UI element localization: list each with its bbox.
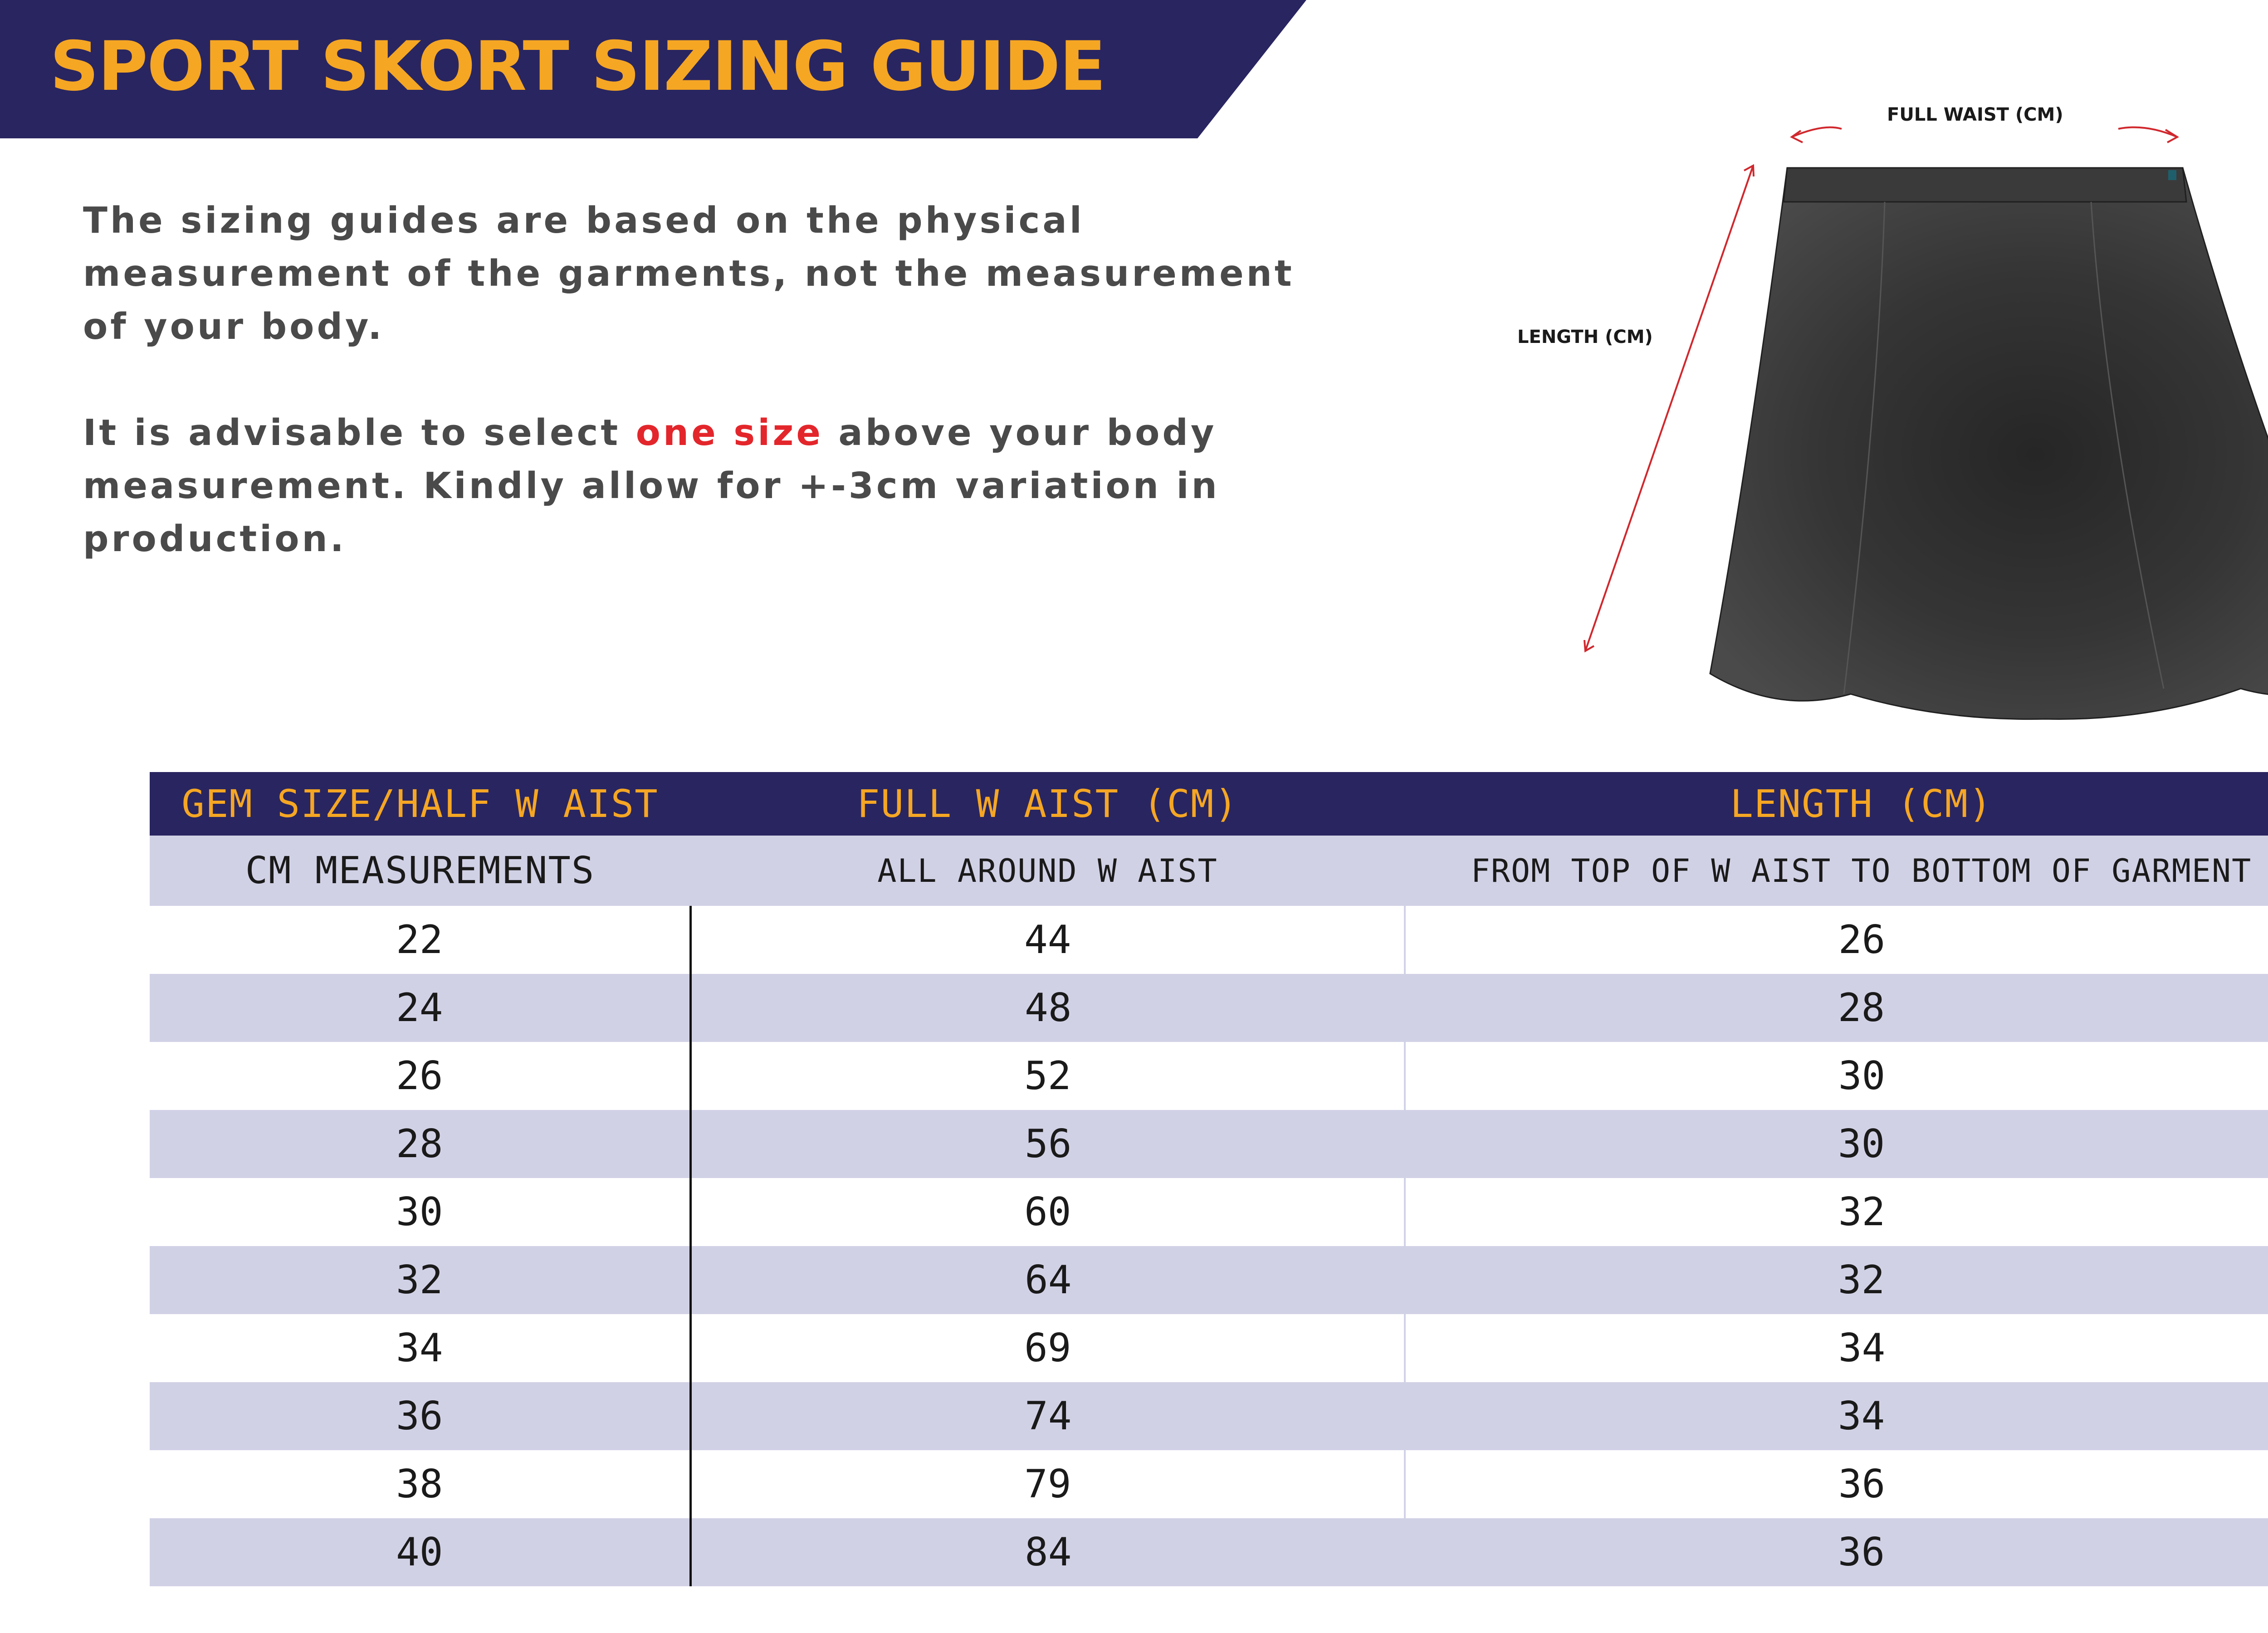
full-waist-cell: 52 — [690, 1042, 1405, 1110]
skirt-diagram — [1497, 91, 2268, 748]
half-waist-cell: 36 — [150, 1382, 690, 1450]
length-label: LENGTH (CM) — [1517, 327, 1653, 347]
full-waist-label: FULL WAIST (CM) — [1887, 104, 2063, 125]
skirt-body-shape — [1710, 168, 2268, 719]
full-waist-cell: 44 — [690, 906, 1405, 974]
length-cell: 28 — [1405, 974, 2268, 1042]
table-row — [150, 1314, 2268, 1382]
table-row — [150, 1382, 2268, 1450]
waistband-tag — [2168, 170, 2176, 180]
half-waist-cell: 24 — [150, 974, 690, 1042]
table-row — [150, 1178, 2268, 1246]
length-cell: 26 — [1405, 906, 2268, 974]
length-cell: 30 — [1405, 1110, 2268, 1178]
length-cell: 32 — [1405, 1246, 2268, 1314]
skirt-illustration — [1497, 91, 2268, 748]
full-waist-cell: 69 — [690, 1314, 1405, 1382]
skirt-waistband — [1784, 168, 2186, 202]
header-length: LENGTH (CM) — [1405, 772, 2268, 836]
full-waist-cell: 64 — [690, 1246, 1405, 1314]
waist-arrow-right-head — [2165, 130, 2177, 142]
table-subheader-row — [150, 836, 2268, 906]
half-waist-cell: 38 — [150, 1450, 690, 1518]
one-size-highlight: one size — [635, 412, 823, 454]
length-cell: 34 — [1405, 1382, 2268, 1450]
full-waist-cell: 56 — [690, 1110, 1405, 1178]
header-full-waist: FULL W AIST (CM) — [690, 772, 1405, 836]
length-cell: 30 — [1405, 1042, 2268, 1110]
intro-paragraph-2 — [83, 406, 1308, 566]
half-waist-cell: 32 — [150, 1246, 690, 1314]
half-waist-cell: 26 — [150, 1042, 690, 1110]
table-row — [150, 974, 2268, 1042]
half-waist-cell: 30 — [150, 1178, 690, 1246]
subheader-top-to-bottom: FROM TOP OF W AIST TO BOTTOM OF GARMENT — [1405, 836, 2268, 906]
subheader-cm-measurements: CM MEASUREMENTS — [150, 836, 690, 906]
half-waist-cell: 28 — [150, 1110, 690, 1178]
length-cell: 32 — [1405, 1178, 2268, 1246]
half-waist-cell: 40 — [150, 1518, 690, 1586]
length-cell: 36 — [1405, 1518, 2268, 1586]
intro-text — [83, 194, 1308, 619]
table-row — [150, 1450, 2268, 1518]
intro-paragraph-2-start: It is advisable to select — [83, 412, 636, 454]
page-title: SPORT SKORT SIZING GUIDE — [50, 27, 1105, 106]
table-row — [150, 906, 2268, 974]
sizing-table — [150, 772, 2268, 1586]
length-cell: 34 — [1405, 1314, 2268, 1382]
full-waist-cell: 84 — [690, 1518, 1405, 1586]
intro-paragraph-1: The sizing guides are based on the physical measurement of the garments, not the measurement of your body. — [83, 200, 1295, 347]
length-cell: 36 — [1405, 1450, 2268, 1518]
half-waist-cell: 22 — [150, 906, 690, 974]
table-header-row — [150, 772, 2268, 836]
table-row — [150, 1042, 2268, 1110]
table-row — [150, 1110, 2268, 1178]
full-waist-cell: 60 — [690, 1178, 1405, 1246]
table-row — [150, 1246, 2268, 1314]
header-gem-size: GEM SIZE/HALF W AIST — [150, 772, 690, 836]
half-waist-cell: 34 — [150, 1314, 690, 1382]
intro-paragraph-2-end: above your body measurement. Kindly allow for +-3cm variation in production. — [83, 412, 1220, 560]
full-waist-cell: 79 — [690, 1450, 1405, 1518]
full-waist-cell: 74 — [690, 1382, 1405, 1450]
subheader-all-around-waist: ALL AROUND W AIST — [690, 836, 1405, 906]
table-row — [150, 1518, 2268, 1586]
full-waist-cell: 48 — [690, 974, 1405, 1042]
